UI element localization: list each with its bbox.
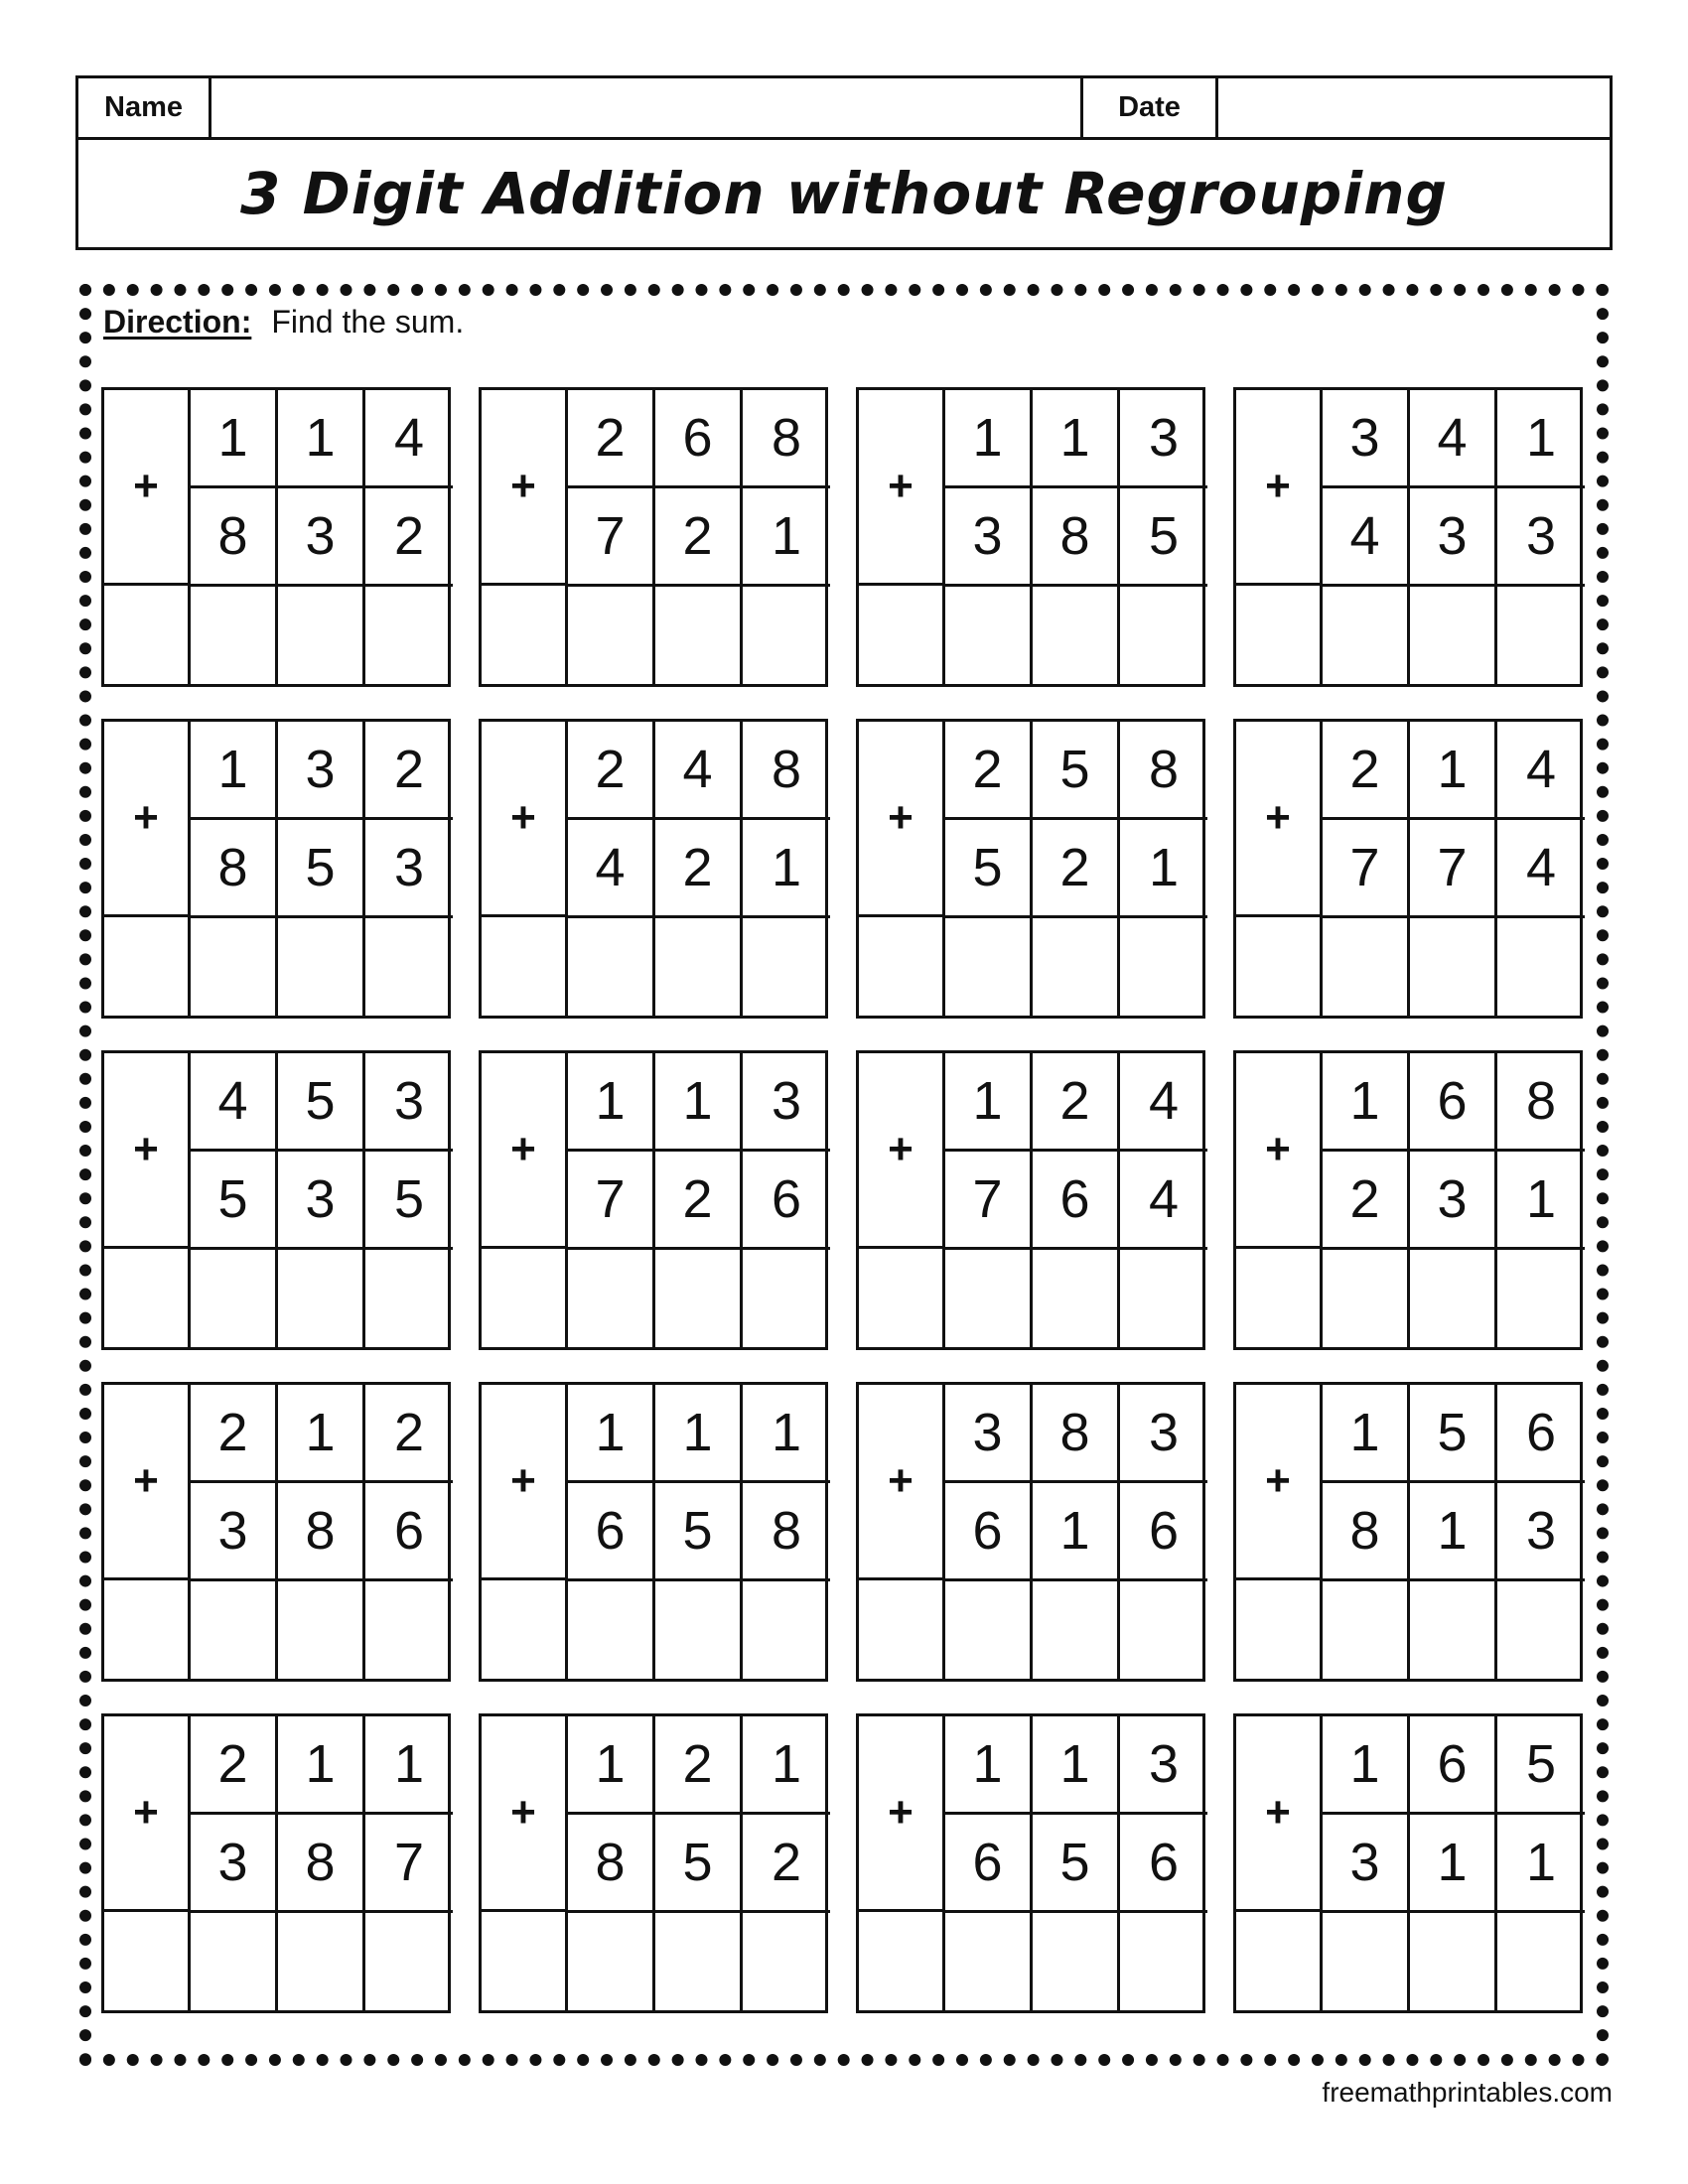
top-digit: 2 (191, 1716, 278, 1815)
bottom-digit: 2 (1033, 820, 1120, 918)
bottom-digit: 3 (1410, 1152, 1497, 1250)
plus-sign: + (104, 390, 191, 586)
answer-box[interactable] (1323, 586, 1410, 684)
plus-sign: + (482, 1053, 568, 1249)
top-digit: 3 (365, 1053, 453, 1152)
bottom-digit: 5 (191, 1152, 278, 1250)
top-digit: 2 (655, 1716, 743, 1815)
bottom-digit: 3 (278, 1152, 365, 1250)
top-digit: 4 (1120, 1053, 1207, 1152)
plus-sign: + (104, 1716, 191, 1912)
bottom-digit: 2 (743, 1815, 830, 1913)
plus-sign: + (1236, 1053, 1323, 1249)
top-digit: 3 (278, 722, 365, 820)
answer-spacer (859, 586, 945, 684)
answer-box[interactable] (568, 1912, 655, 2010)
answer-box[interactable] (1323, 1249, 1410, 1347)
top-digit: 6 (655, 390, 743, 488)
addition-problem (479, 1050, 828, 1350)
answer-box[interactable] (1497, 1249, 1585, 1347)
bottom-digit: 7 (1323, 820, 1410, 918)
top-digit: 1 (1497, 390, 1585, 488)
answer-box[interactable] (278, 1249, 365, 1347)
bottom-digit: 8 (1323, 1483, 1410, 1581)
answer-box[interactable] (1033, 586, 1120, 684)
bottom-digit: 4 (568, 820, 655, 918)
addition-problem (101, 1050, 451, 1350)
plus-sign: + (482, 1385, 568, 1580)
bottom-digit: 8 (191, 820, 278, 918)
bottom-digit: 3 (945, 488, 1033, 587)
top-digit: 4 (655, 722, 743, 820)
bottom-digit: 2 (365, 488, 453, 587)
bottom-digit: 6 (1033, 1152, 1120, 1250)
answer-box[interactable] (1323, 1912, 1410, 2010)
bottom-digit: 1 (743, 820, 830, 918)
top-digit: 6 (1410, 1716, 1497, 1815)
addition-problem (856, 1713, 1205, 2013)
answer-box[interactable] (1120, 586, 1207, 684)
top-digit: 4 (1410, 390, 1497, 488)
plus-sign: + (104, 722, 191, 917)
answer-spacer (1236, 1580, 1323, 1679)
answer-spacer (482, 586, 568, 684)
date-label: Date (1083, 78, 1218, 137)
addition-problem (101, 387, 451, 687)
answer-spacer (104, 1249, 191, 1347)
top-digit: 4 (191, 1053, 278, 1152)
top-digit: 4 (365, 390, 453, 488)
answer-box[interactable] (191, 1580, 278, 1679)
bottom-digit: 7 (568, 1152, 655, 1250)
bottom-digit: 7 (945, 1152, 1033, 1250)
answer-box[interactable] (278, 1580, 365, 1679)
answer-box[interactable] (1120, 917, 1207, 1016)
answer-box[interactable] (655, 586, 743, 684)
bottom-digit: 5 (655, 1483, 743, 1581)
answer-box[interactable] (1120, 1580, 1207, 1679)
answer-box[interactable] (655, 1580, 743, 1679)
bottom-digit: 6 (1120, 1483, 1207, 1581)
answer-spacer (482, 1580, 568, 1679)
bottom-digit: 1 (1033, 1483, 1120, 1581)
answer-box[interactable] (568, 1580, 655, 1679)
plus-sign: + (859, 1716, 945, 1912)
top-digit: 1 (1323, 1716, 1410, 1815)
answer-box[interactable] (655, 917, 743, 1016)
answer-box[interactable] (743, 1249, 830, 1347)
top-digit: 1 (655, 1053, 743, 1152)
answer-box[interactable] (945, 586, 1033, 684)
bottom-digit: 8 (278, 1815, 365, 1913)
top-digit: 1 (191, 390, 278, 488)
date-field[interactable] (1218, 78, 1610, 137)
top-digit: 1 (191, 722, 278, 820)
answer-box[interactable] (365, 1249, 453, 1347)
bottom-digit: 8 (191, 488, 278, 587)
addition-problem (1233, 1050, 1583, 1350)
answer-box[interactable] (365, 586, 453, 684)
answer-spacer (104, 917, 191, 1016)
plus-sign: + (482, 722, 568, 917)
bottom-digit: 3 (1323, 1815, 1410, 1913)
answer-box[interactable] (191, 1249, 278, 1347)
top-digit: 1 (743, 1385, 830, 1483)
top-digit: 6 (1410, 1053, 1497, 1152)
bottom-digit: 5 (1120, 488, 1207, 587)
bottom-digit: 3 (1497, 1483, 1585, 1581)
plus-sign: + (482, 390, 568, 586)
top-digit: 2 (1323, 722, 1410, 820)
direction (103, 304, 464, 341)
bottom-digit: 5 (365, 1152, 453, 1250)
bottom-digit: 2 (655, 1152, 743, 1250)
top-digit: 1 (743, 1716, 830, 1815)
answer-spacer (859, 1912, 945, 2010)
plus-sign: + (1236, 390, 1323, 586)
plus-sign: + (104, 1385, 191, 1580)
bottom-digit: 5 (278, 820, 365, 918)
answer-spacer (482, 1249, 568, 1347)
top-digit: 1 (655, 1385, 743, 1483)
plus-sign: + (859, 1053, 945, 1249)
addition-problem (856, 387, 1205, 687)
bottom-digit: 4 (1323, 488, 1410, 587)
plus-sign: + (1236, 1716, 1323, 1912)
top-digit: 1 (278, 1385, 365, 1483)
bottom-digit: 2 (655, 488, 743, 587)
bottom-digit: 6 (365, 1483, 453, 1581)
bottom-digit: 3 (1410, 488, 1497, 587)
answer-spacer (104, 1912, 191, 2010)
answer-box[interactable] (568, 586, 655, 684)
header-row (78, 78, 1610, 140)
top-digit: 5 (1033, 722, 1120, 820)
answer-spacer (1236, 917, 1323, 1016)
answer-box[interactable] (568, 917, 655, 1016)
answer-spacer (859, 1249, 945, 1347)
footer-site: freemathprintables.com (1322, 2077, 1613, 2108)
bottom-digit: 1 (1497, 1815, 1585, 1913)
bottom-digit: 6 (945, 1815, 1033, 1913)
answer-box[interactable] (945, 1249, 1033, 1347)
answer-box[interactable] (945, 1580, 1033, 1679)
bottom-digit: 1 (1120, 820, 1207, 918)
answer-box[interactable] (1033, 917, 1120, 1016)
answer-box[interactable] (1033, 1912, 1120, 2010)
answer-box[interactable] (655, 1249, 743, 1347)
bottom-digit: 1 (1410, 1815, 1497, 1913)
bottom-digit: 3 (278, 488, 365, 587)
answer-spacer (104, 586, 191, 684)
answer-box[interactable] (568, 1249, 655, 1347)
answer-box[interactable] (1323, 1580, 1410, 1679)
plus-sign: + (859, 722, 945, 917)
answer-box[interactable] (655, 1912, 743, 2010)
top-digit: 5 (1410, 1385, 1497, 1483)
top-digit: 2 (1033, 1053, 1120, 1152)
answer-box[interactable] (1497, 917, 1585, 1016)
answer-box[interactable] (191, 586, 278, 684)
bottom-digit: 6 (568, 1483, 655, 1581)
top-digit: 1 (1323, 1053, 1410, 1152)
answer-spacer (859, 917, 945, 1016)
bottom-digit: 7 (1410, 820, 1497, 918)
plus-sign: + (859, 390, 945, 586)
top-digit: 1 (945, 390, 1033, 488)
top-digit: 1 (1323, 1385, 1410, 1483)
bottom-digit: 6 (945, 1483, 1033, 1581)
answer-spacer (1236, 1249, 1323, 1347)
answer-box[interactable] (1410, 1249, 1497, 1347)
worksheet-title: 3 Digit Addition without Regrouping (240, 160, 1448, 227)
answer-box[interactable] (365, 1912, 453, 2010)
answer-box[interactable] (1033, 1580, 1120, 1679)
direction-text: Find the sum. (271, 304, 465, 340)
bottom-digit: 7 (365, 1815, 453, 1913)
bottom-digit: 5 (945, 820, 1033, 918)
top-digit: 2 (568, 722, 655, 820)
addition-problem (856, 1382, 1205, 1682)
answer-box[interactable] (365, 917, 453, 1016)
top-digit: 6 (1497, 1385, 1585, 1483)
bottom-digit: 2 (1323, 1152, 1410, 1250)
top-digit: 3 (1120, 1385, 1207, 1483)
top-digit: 1 (945, 1716, 1033, 1815)
top-digit: 3 (1120, 390, 1207, 488)
plus-sign: + (1236, 1385, 1323, 1580)
top-digit: 1 (568, 1385, 655, 1483)
answer-box[interactable] (1410, 1580, 1497, 1679)
answer-box[interactable] (945, 1912, 1033, 2010)
answer-box[interactable] (365, 1580, 453, 1679)
answer-box[interactable] (945, 917, 1033, 1016)
top-digit: 1 (278, 390, 365, 488)
top-digit: 2 (568, 390, 655, 488)
top-digit: 8 (1033, 1385, 1120, 1483)
answer-spacer (1236, 586, 1323, 684)
plus-sign: + (482, 1716, 568, 1912)
bottom-digit: 7 (568, 488, 655, 587)
addition-problem (101, 1713, 451, 2013)
answer-box[interactable] (743, 1580, 830, 1679)
top-digit: 8 (1497, 1053, 1585, 1152)
bottom-digit: 1 (743, 488, 830, 587)
top-digit: 1 (945, 1053, 1033, 1152)
addition-problem (856, 719, 1205, 1019)
top-digit: 2 (365, 1385, 453, 1483)
top-digit: 3 (1323, 390, 1410, 488)
bottom-digit: 6 (743, 1152, 830, 1250)
bottom-digit: 4 (1120, 1152, 1207, 1250)
bottom-digit: 5 (1033, 1815, 1120, 1913)
bottom-digit: 1 (1410, 1483, 1497, 1581)
addition-problem (1233, 719, 1583, 1019)
bottom-digit: 3 (365, 820, 453, 918)
addition-problem (1233, 387, 1583, 687)
bottom-digit: 8 (568, 1815, 655, 1913)
addition-problem (479, 387, 828, 687)
top-digit: 2 (945, 722, 1033, 820)
addition-problem (1233, 1713, 1583, 2013)
top-digit: 2 (365, 722, 453, 820)
addition-problem (479, 1713, 828, 2013)
direction-label: Direction: (103, 304, 252, 340)
plus-sign: + (859, 1385, 945, 1580)
top-digit: 8 (743, 722, 830, 820)
bottom-digit: 3 (191, 1483, 278, 1581)
bottom-digit: 2 (655, 820, 743, 918)
bottom-digit: 3 (191, 1815, 278, 1913)
answer-box[interactable] (278, 917, 365, 1016)
addition-problem (1233, 1382, 1583, 1682)
top-digit: 1 (568, 1053, 655, 1152)
plus-sign: + (104, 1053, 191, 1249)
answer-spacer (1236, 1912, 1323, 2010)
top-digit: 5 (1497, 1716, 1585, 1815)
bottom-digit: 8 (1033, 488, 1120, 587)
answer-box[interactable] (191, 1912, 278, 2010)
answer-box[interactable] (1497, 586, 1585, 684)
top-digit: 3 (743, 1053, 830, 1152)
answer-box[interactable] (743, 917, 830, 1016)
answer-spacer (482, 917, 568, 1016)
answer-box[interactable] (1497, 1580, 1585, 1679)
answer-box[interactable] (1033, 1249, 1120, 1347)
name-label: Name (78, 78, 211, 137)
bottom-digit: 1 (1497, 1152, 1585, 1250)
top-digit: 1 (1033, 1716, 1120, 1815)
bottom-digit: 6 (1120, 1815, 1207, 1913)
top-digit: 8 (1120, 722, 1207, 820)
answer-spacer (859, 1580, 945, 1679)
answer-box[interactable] (1120, 1249, 1207, 1347)
answer-spacer (104, 1580, 191, 1679)
top-digit: 3 (1120, 1716, 1207, 1815)
addition-problem (479, 1382, 828, 1682)
answer-box[interactable] (1410, 586, 1497, 684)
top-digit: 5 (278, 1053, 365, 1152)
answer-box[interactable] (278, 586, 365, 684)
top-digit: 1 (568, 1716, 655, 1815)
answer-box[interactable] (278, 1912, 365, 2010)
header-box (75, 75, 1613, 250)
bottom-digit: 5 (655, 1815, 743, 1913)
bottom-digit: 8 (743, 1483, 830, 1581)
top-digit: 1 (1033, 390, 1120, 488)
addition-problem (101, 719, 451, 1019)
top-digit: 1 (1410, 722, 1497, 820)
answer-box[interactable] (743, 1912, 830, 2010)
answer-box[interactable] (1410, 1912, 1497, 2010)
top-digit: 3 (945, 1385, 1033, 1483)
plus-sign: + (1236, 722, 1323, 917)
addition-problem (479, 719, 828, 1019)
top-digit: 8 (743, 390, 830, 488)
answer-box[interactable] (1323, 917, 1410, 1016)
answer-box[interactable] (1497, 1912, 1585, 2010)
answer-box[interactable] (743, 586, 830, 684)
answer-box[interactable] (1410, 917, 1497, 1016)
addition-problem (856, 1050, 1205, 1350)
top-digit: 1 (365, 1716, 453, 1815)
answer-box[interactable] (191, 917, 278, 1016)
bottom-digit: 3 (1497, 488, 1585, 587)
top-digit: 2 (191, 1385, 278, 1483)
answer-box[interactable] (1120, 1912, 1207, 2010)
bottom-digit: 4 (1497, 820, 1585, 918)
top-digit: 1 (278, 1716, 365, 1815)
name-field[interactable] (211, 78, 1083, 137)
addition-problem (101, 1382, 451, 1682)
top-digit: 4 (1497, 722, 1585, 820)
bottom-digit: 8 (278, 1483, 365, 1581)
answer-spacer (482, 1912, 568, 2010)
